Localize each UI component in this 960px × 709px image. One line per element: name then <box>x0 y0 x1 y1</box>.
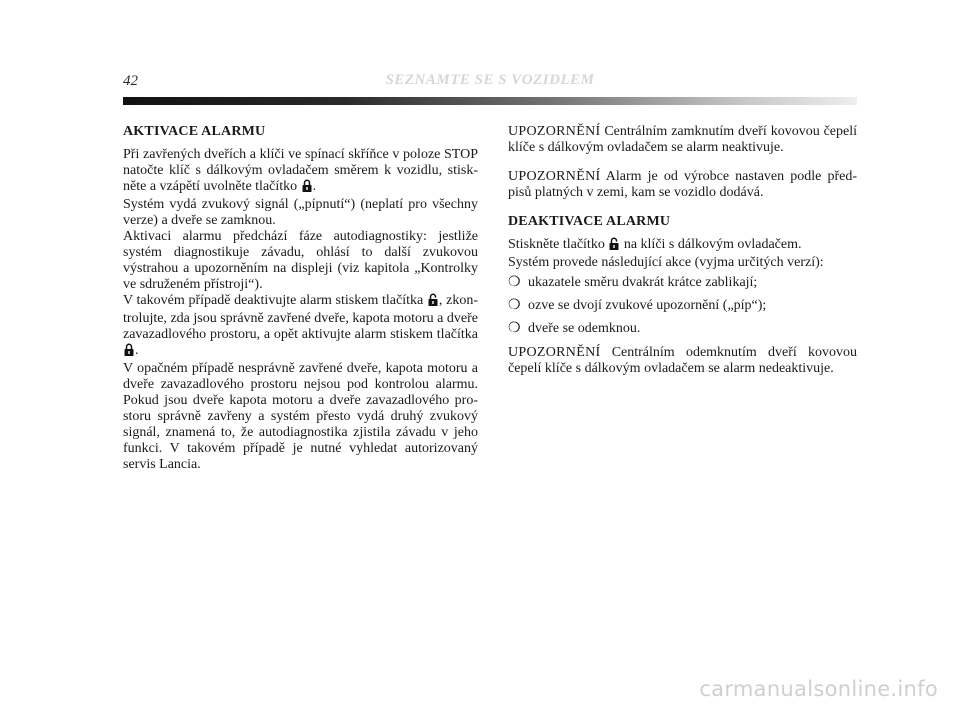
activation-heading: AKTIVACE ALARMU <box>123 124 266 139</box>
section-title: SEZNAMTE SE S VOZIDLEM <box>385 72 595 88</box>
padlock-closed-icon <box>302 179 312 197</box>
deactivation-paragraph-2: Systém provede následující akce (vyjma určitých verzí): <box>508 255 824 270</box>
header-rule <box>123 97 857 105</box>
bullet-icon: ❍ <box>508 321 521 336</box>
bullet-icon: ❍ <box>508 298 521 313</box>
activation-paragraph-1: Při zavřených dveřích a klíči ve spínací skříňce v poloze STOP natočte klíč s dálkovým ovladačem směrem k vozidlu, stiskněte a vzápětí uvolněte tlačítko . <box>123 147 478 197</box>
list-item: ❍ ozve se dvojí zvukové upozornění („píp“); <box>508 298 767 313</box>
list-item: ❍ dveře se odemknou. <box>508 321 641 336</box>
left-column <box>123 124 478 473</box>
activation-paragraph-4: V takovém případě deaktivujte alarm stiskem tlačítka , zkontrolujte, zda jsou správně zavřené dveře, kapota motoru a dveře zavazadlového prostoru, a opět aktivujte alarm stiskem tlačítka . <box>123 293 478 361</box>
warning-note-1: UPOZORNĚNÍ Centrálním zamknutím dveří kovovou čepelí klíče s dálkovým ovladačem se alarm neaktivuje. <box>508 124 857 155</box>
bullet-icon: ❍ <box>508 275 521 290</box>
padlock-closed-icon <box>124 343 134 361</box>
right-column <box>508 124 857 390</box>
list-item: ❍ ukazatele směru dvakrát krátce zablikají; <box>508 275 758 290</box>
padlock-open-icon <box>609 237 619 255</box>
deactivation-actions-list <box>508 275 857 337</box>
activation-paragraph-3: Aktivaci alarmu předchází fáze autodiagnostiky: jestliže systém diagnostikuje závadu, ohlásí to další zvukovou výstrahou a upozorněním na displeji (viz kapitola „Kontrolky ve sdruženém přístroji“). <box>123 229 478 292</box>
warning-note-2: UPOZORNĚNÍ Alarm je od výrobce nastaven podle předpisů platných v zemi, kam se vozidlo dodává. <box>508 169 857 200</box>
warning-note-3: UPOZORNĚNÍ Centrálním odemknutím dveří kovovou čepelí klíče s dálkovým ovladačem se alarm nedeaktivuje. <box>508 345 857 376</box>
activation-paragraph-5: V opačném případě nesprávně zavřené dveře, kapota motoru a dveře zavazadlového prostoru nejsou pod kontrolou alarmu. Pokud jsou dveře kapota motoru a dveře zavazadlového prostoru správně zavřeny a systém přesto vydá druhý zvukový signál, znamená to, že autodiagnostika zjistila závadu v jeho funkci. V takovém případě je nutné vyhledat autorizovaný servis Lancia. <box>123 361 478 472</box>
page-number: 42 <box>123 73 138 89</box>
deactivation-heading: DEAKTIVACE ALARMU <box>508 214 671 229</box>
padlock-open-icon <box>428 293 438 311</box>
watermark: carmanualsonline.info <box>699 677 938 701</box>
deactivation-paragraph-1: Stiskněte tlačítko na klíči s dálkovým ovladačem. <box>508 237 857 255</box>
activation-paragraph-2: Systém vydá zvukový signál („pípnutí“) (neplatí pro všechny verze) a dveře se zamknou. <box>123 197 478 228</box>
